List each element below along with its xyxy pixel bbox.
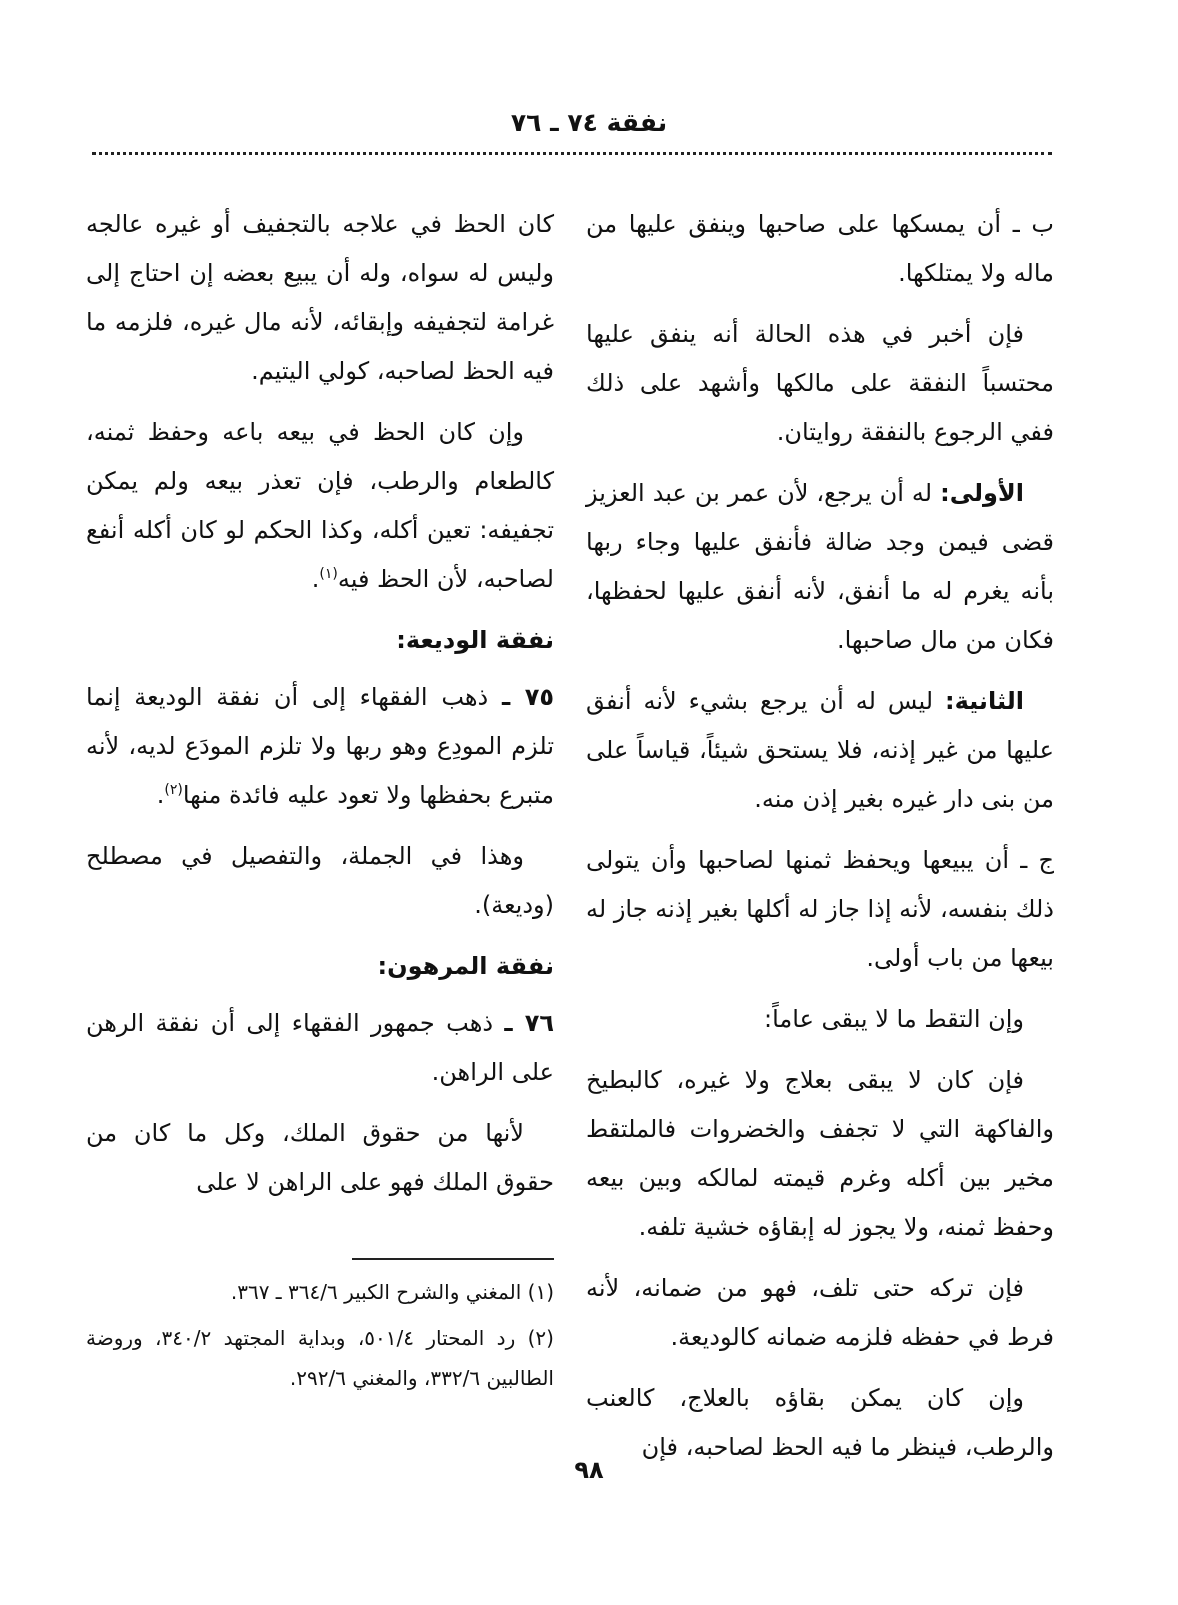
paragraph-number: ٧٦ ـ (504, 1009, 554, 1037)
paragraph (86, 408, 554, 604)
paragraph: ج ـ أن يبيعها ويحفظ ثمنها لصاحبها وأن يتولى ذلك بنفسه، لأنه إذا جاز له أكلها بغير إذنه جاز له بيعها من باب أولى. (586, 846, 1054, 972)
paragraph-end: . (156, 781, 165, 809)
section-heading: نفقة الوديعة: (396, 626, 554, 654)
paragraph: كان الحظ في علاجه بالتجفيف أو غيره عالجه وليس له سواه، وله أن يبيع بعضه إن احتاج إلى غرامة لتجفيفه وإبقائه، لأنه مال غيره، فلزمه ما فيه الحظ لصاحبه، كولي اليتيم. (86, 210, 554, 385)
paragraph (586, 469, 1054, 665)
footnote: (٢) رد المحتار ٥٠١/٤، وبداية المجتهد ٣٤٠/٢، وروضة الطالبين ٣٣٢/٦، والمغني ٢٩٢/٦. (86, 1326, 554, 1390)
section-heading: نفقة المرهون: (377, 952, 554, 980)
footnote: (١) المغني والشرح الكبير ٣٦٤/٦ ـ ٣٦٧. (230, 1280, 554, 1304)
footnote-ref[interactable]: (٢) (164, 782, 183, 798)
paragraph-text: ليس له أن يرجع بشيء لأنه أنفق عليها من غير إذنه، فلا يستحق شيئاً، قياساً على من بنى دار غيره بغير إذن منه. (586, 687, 1054, 813)
paragraph-text: ذهب الفقهاء إلى أن نفقة الوديعة إنما تلزم المودِع وهو ربها ولا تلزم المودَع لديه، لأنه متبرع بحفظها ولا تعود عليه فائدة منها (86, 683, 554, 809)
paragraph: وهذا في الجملة، والتفصيل في مصطلح (وديعة). (86, 842, 554, 919)
page-number: ٩٨ (574, 1456, 604, 1484)
paragraph: فإن أخبر في هذه الحالة أنه ينفق عليها محتسباً النفقة على مالكها وأشهد على ذلك ففي الرجوع بالنفقة روايتان. (586, 320, 1054, 446)
paragraph (86, 999, 554, 1097)
page-header: نفقة ٧٤ ـ ٧٦ (510, 108, 668, 137)
paragraph: فإن كان لا يبقى بعلاج ولا غيره، كالبطيخ والفاكهة التي لا تجفف والخضروات فالملتقط مخير بين أكله وغرم قيمته لمالكه وبين بيعه وحفظ ثمنه، ولا يجوز له إبقاؤه خشية تلفه. (586, 1066, 1054, 1241)
paragraph-lead: الأولى: (940, 479, 1024, 507)
paragraph-text: وإن كان الحظ في بيعه باعه وحفظ ثمنه، كالطعام والرطب، فإن تعذر بيعه ولم يمكن تجفيفه: تعين أكله، وكذا الحكم لو كان أكله أنفع لصاحبه، لأن الحظ فيه (86, 418, 554, 593)
paragraph (86, 673, 554, 820)
paragraph-number: ٧٥ ـ (502, 683, 554, 711)
paragraph: وإن التقط ما لا يبقى عاماً: (764, 1005, 1024, 1033)
paragraph: وإن كان يمكن بقاؤه بالعلاج، كالعنب والرطب، فينظر ما فيه الحظ لصاحبه، فإن (586, 1384, 1054, 1461)
right-column (586, 200, 1054, 1484)
left-column (86, 200, 554, 1219)
paragraph: فإن تركه حتى تلف، فهو من ضمانه، لأنه فرط في حفظه فلزمه ضمانه كالوديعة. (586, 1274, 1054, 1351)
paragraph-end: . (311, 565, 320, 593)
paragraph-lead: الثانية: (944, 687, 1024, 715)
paragraph-text: ذهب جمهور الفقهاء إلى أن نفقة الرهن على الراهن. (86, 1009, 554, 1086)
footnotes (86, 1272, 554, 1404)
paragraph-text: له أن يرجع، لأن عمر بن عبد العزيز قضى فيمن وجد ضالة فأنفق عليها وجاء ربها بأنه يغرم له ما أنفق، لأنه أنفق عليها لحفظها، فكان من مال صاحبها. (586, 479, 1054, 654)
header-divider (92, 152, 1052, 155)
paragraph (586, 677, 1054, 824)
paragraph: ب ـ أن يمسكها على صاحبها وينفق عليها من ماله ولا يمتلكها. (586, 210, 1054, 287)
footnote-divider (352, 1258, 554, 1260)
paragraph: لأنها من حقوق الملك، وكل ما كان من حقوق الملك فهو على الراهن لا على (86, 1119, 554, 1196)
footnote-ref[interactable]: (١) (319, 566, 338, 582)
